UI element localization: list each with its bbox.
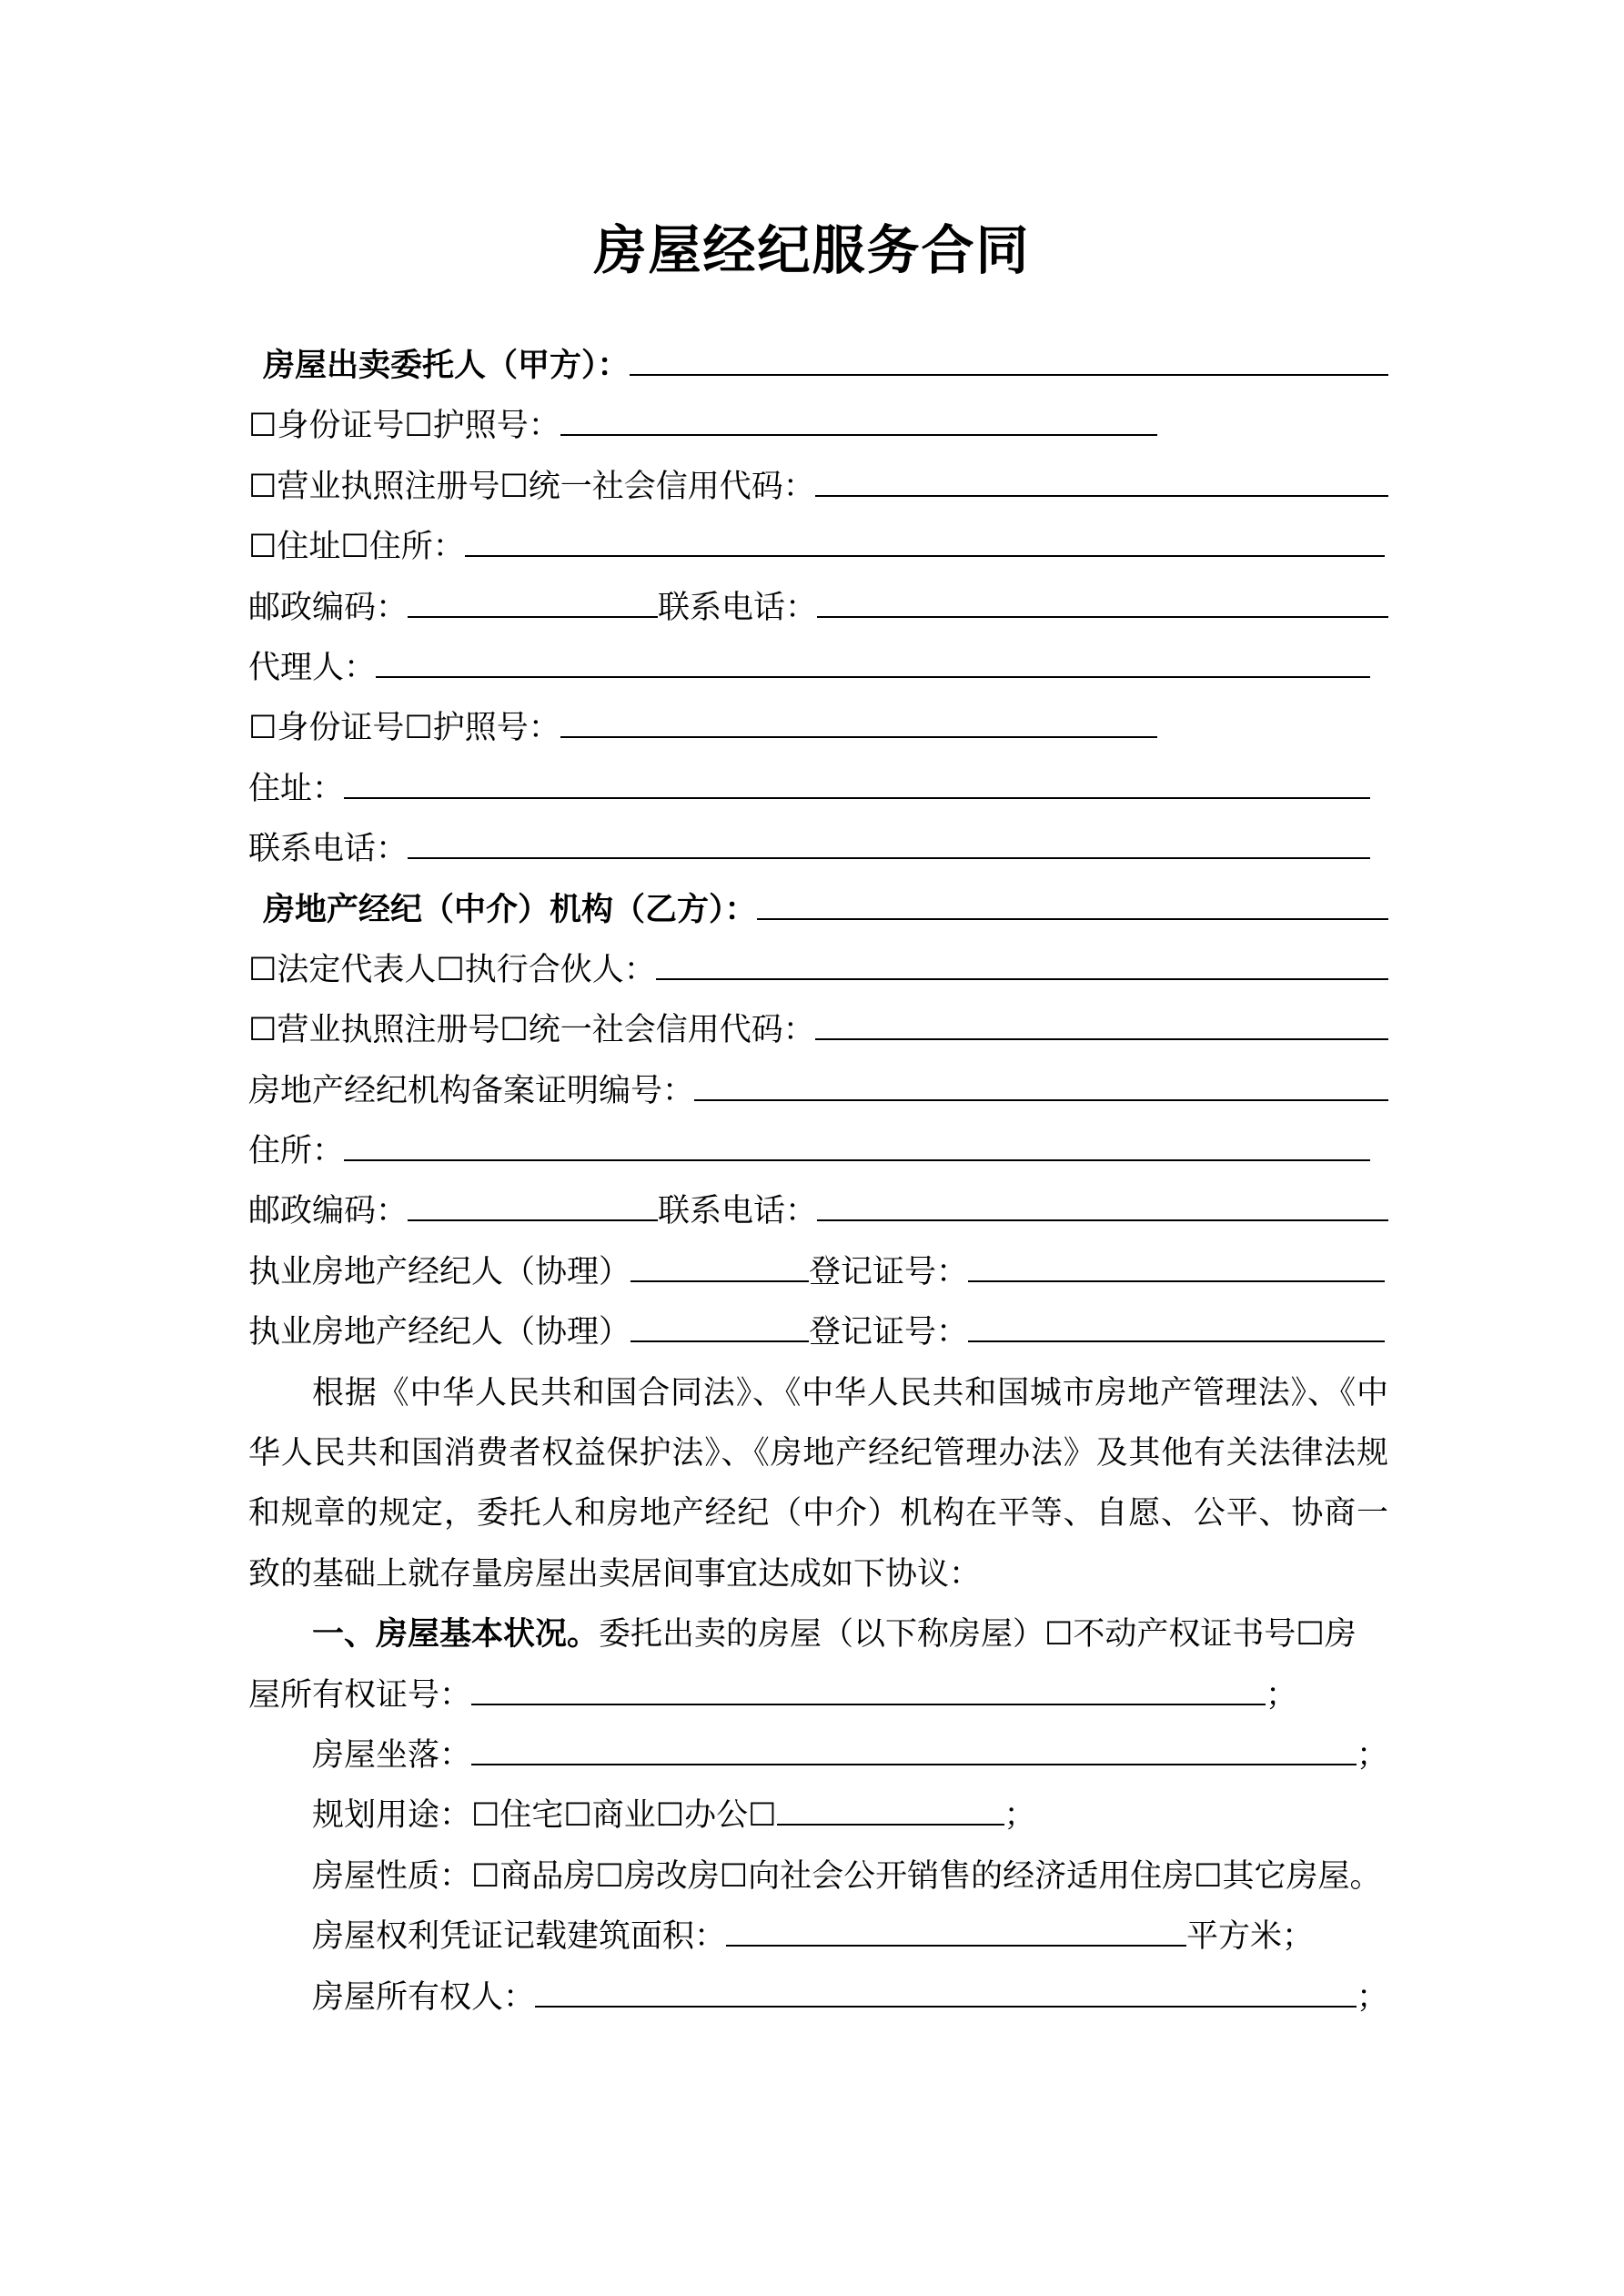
semicolon: ； [1004, 1797, 1036, 1835]
phone-label: 联系电话： [658, 589, 818, 626]
area-unit: 平方米； [1186, 1918, 1315, 1956]
party-a-postcode-field[interactable] [408, 589, 658, 618]
section-1-intro-text: 委托出卖的房屋（以下称房屋）☐不动产权证书号☐房 [599, 1616, 1357, 1654]
agent-id-label: ☐身份证号☐护照号： [248, 710, 560, 747]
party-b-filing-row [248, 1061, 1388, 1121]
license-label: ☐营业执照注册号☐统一社会信用代码： [248, 468, 815, 505]
party-b-heading: 房地产经纪（中介）机构（乙方）： [263, 890, 757, 928]
location-field[interactable] [471, 1736, 1357, 1765]
phone-label: 联系电话： [658, 1193, 818, 1230]
owner-field[interactable] [535, 1978, 1357, 2008]
party-b-license-row [248, 1000, 1388, 1060]
party-a-phone-field[interactable] [817, 589, 1388, 618]
agent-phone-row [248, 819, 1388, 879]
party-a-heading-row [248, 336, 1388, 396]
party-b-address-row [248, 1121, 1388, 1181]
agent-id-field[interactable] [560, 709, 1157, 738]
party-b-rep-field[interactable] [656, 951, 1388, 980]
cert-label: 屋所有权证号： [248, 1676, 472, 1714]
party-b-address-field[interactable] [344, 1132, 1370, 1161]
agent-phone-label: 联系电话： [248, 831, 409, 868]
rep-label: ☐法定代表人☐执行合伙人： [248, 951, 656, 988]
party-b-contact-row [248, 1181, 1388, 1241]
contract-body [248, 336, 1388, 2028]
semicolon: ； [1265, 1676, 1297, 1714]
broker-name-field[interactable] [630, 1313, 809, 1342]
section-1-heading: 一、房屋基本状况。 [312, 1615, 600, 1654]
area-row [248, 1907, 1388, 1967]
party-b-phone-field[interactable] [817, 1192, 1388, 1221]
area-label: 房屋权利凭证记载建筑面积： [312, 1918, 727, 1956]
party-a-id-row [248, 396, 1388, 456]
preamble-paragraph: 根据《中华人民共和国合同法》、《中华人民共和国城市房地产管理法》、《中华人民共和国消费者权益保护法》、《房地产经纪管理办法》及其他有关法律法规和规章的规定，委托人和房地产经纪（中介）机构在平等、自愿、公平、协商一致的基础上就存量房屋出卖居间事宜达成如下协议： [248, 1374, 1388, 1593]
broker-row-2 [248, 1302, 1388, 1362]
agent-phone-field[interactable] [408, 830, 1370, 859]
agent-name-field[interactable] [376, 649, 1370, 678]
section-1-intro [248, 1604, 1388, 1664]
agent-address-field[interactable] [344, 770, 1370, 799]
cert-field[interactable] [471, 1676, 1266, 1705]
usage-row [248, 1785, 1388, 1846]
reg-label: 登记证号： [809, 1314, 969, 1351]
address-label: 住所： [248, 1133, 345, 1170]
party-b-filing-field[interactable] [694, 1072, 1388, 1101]
agent-id-row [248, 698, 1388, 758]
semicolon: ； [1356, 1978, 1388, 2016]
broker-name-field[interactable] [630, 1253, 809, 1282]
area-field[interactable] [726, 1917, 1186, 1947]
id-label: ☐身份证号☐护照号： [248, 408, 560, 445]
party-a-address-field[interactable] [465, 528, 1385, 557]
party-a-id-field[interactable] [560, 407, 1157, 436]
party-a-contact-row [248, 578, 1388, 638]
broker-reg-field[interactable] [968, 1313, 1385, 1342]
agent-row [248, 638, 1388, 698]
party-a-license-field[interactable] [815, 468, 1388, 497]
agent-label: 代理人： [248, 649, 377, 686]
party-a-address-row [248, 517, 1388, 577]
party-a-name-field[interactable] [630, 347, 1388, 376]
document-title: 房屋经纪服务合同 [593, 219, 1031, 281]
usage-label: 规划用途：☐住宅☐商业☐办公☐ [312, 1797, 777, 1835]
agent-address-row [248, 759, 1388, 819]
reg-label: 登记证号： [809, 1253, 969, 1290]
party-a-heading: 房屋出卖委托人（甲方）： [263, 347, 630, 384]
party-a-license-row [248, 457, 1388, 517]
nature-paragraph: 房屋性质：☐商品房☐房改房☐向社会公开销售的经济适用住房☐其它房屋。 [312, 1857, 1382, 1895]
location-row [248, 1725, 1388, 1785]
cert-row [248, 1665, 1388, 1725]
party-b-postcode-field[interactable] [408, 1192, 658, 1221]
usage-other-field[interactable] [777, 1796, 1004, 1826]
party-b-rep-row [248, 940, 1388, 1000]
party-b-name-field[interactable] [757, 891, 1388, 920]
postcode-label: 邮政编码： [248, 589, 409, 626]
broker-reg-field[interactable] [968, 1253, 1385, 1282]
filing-label: 房地产经纪机构备案证明编号： [248, 1072, 695, 1109]
owner-row [248, 1967, 1388, 2028]
semicolon: ； [1356, 1737, 1388, 1775]
party-b-heading-row [248, 880, 1388, 940]
license-label: ☐营业执照注册号☐统一社会信用代码： [248, 1012, 815, 1049]
party-b-license-field[interactable] [815, 1011, 1388, 1040]
address-label: ☐住址☐住所： [248, 529, 465, 566]
postcode-label: 邮政编码： [248, 1193, 409, 1230]
broker-label: 执业房地产经纪人（协理） [248, 1253, 631, 1290]
broker-row-1 [248, 1242, 1388, 1302]
owner-label: 房屋所有权人： [312, 1978, 536, 2016]
location-label: 房屋坐落： [312, 1737, 472, 1775]
broker-label: 执业房地产经纪人（协理） [248, 1314, 631, 1351]
agent-address-label: 住址： [248, 770, 345, 807]
